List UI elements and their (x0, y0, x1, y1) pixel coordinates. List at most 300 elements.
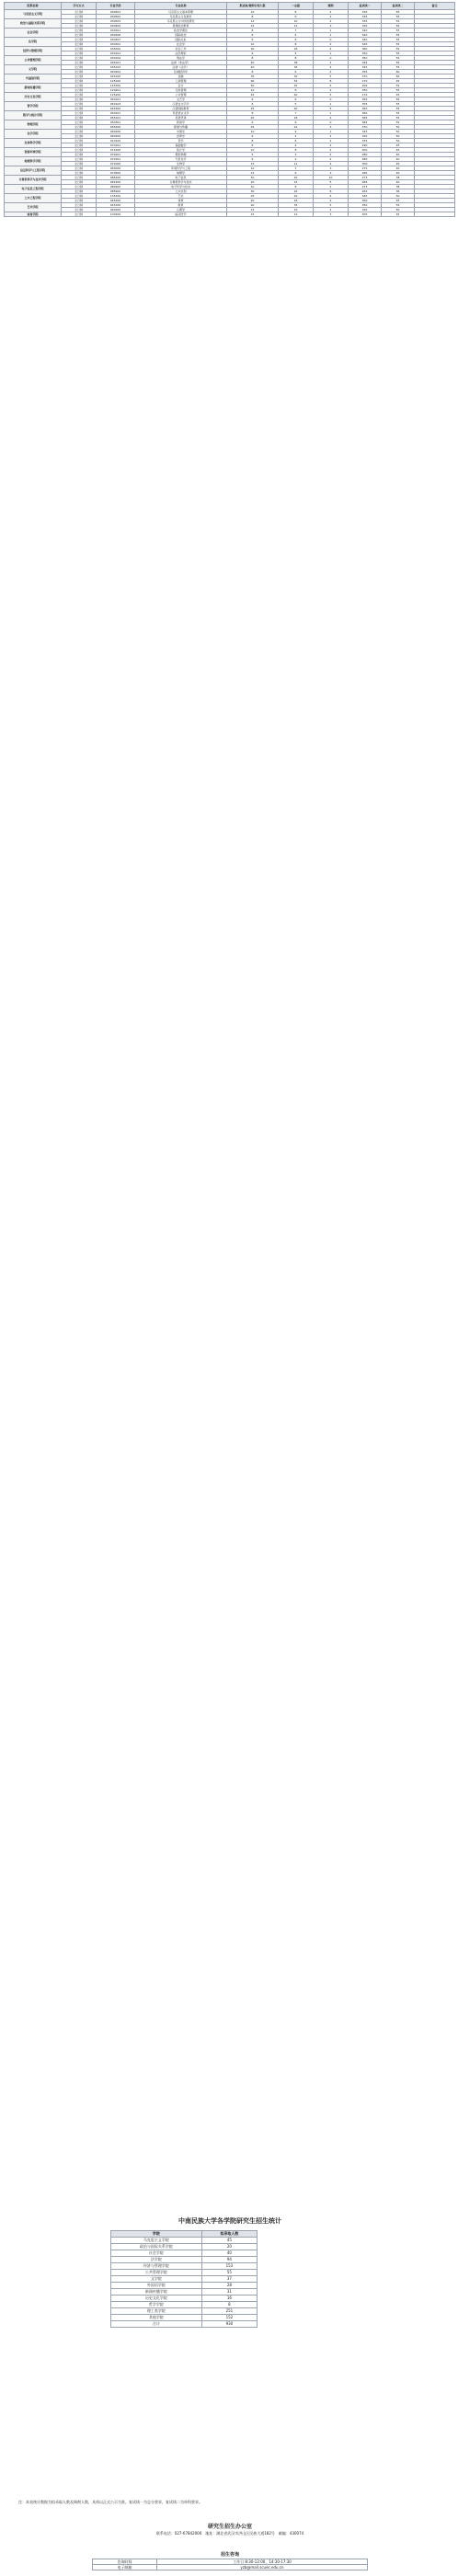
table-cell: 理论物理 (135, 153, 227, 157)
table-cell: 38 (279, 61, 314, 65)
table-cell: 心理学 (135, 208, 227, 212)
dept-cell: 体育学院 (5, 212, 62, 217)
summary-cell: 55 (201, 2270, 257, 2276)
header-adjust: 调剂 (314, 3, 349, 10)
table-cell: 273 (349, 185, 382, 189)
table-cell: 土木水利 (135, 189, 227, 194)
table-cell: 刑法学 (135, 56, 227, 61)
table-cell: 全日制 (62, 185, 97, 189)
table-cell: 15 (227, 24, 279, 29)
header-plan: 拟录取/调剂计划人数 (227, 3, 279, 10)
table-cell: 6 (279, 38, 314, 42)
summary-cell: 31 (201, 2289, 257, 2296)
table-cell: 335 (349, 10, 382, 15)
summary-cell: 政治与国际关系学院 (111, 2244, 202, 2250)
summary-row (111, 2250, 258, 2257)
table-cell: 马克思主义发展史 (135, 15, 227, 19)
table-cell: 6 (227, 102, 279, 107)
table-cell: 50 (382, 139, 415, 143)
table-cell: 18 (279, 199, 314, 203)
table-cell: 20 (279, 107, 314, 111)
table-cell: 60 (382, 74, 415, 79)
table-cell: 社会学 (135, 42, 227, 47)
table-cell: 2 (314, 143, 349, 148)
table-cell: 50 (382, 194, 415, 199)
table-cell: 英语语言文学 (135, 111, 227, 116)
table-cell: 350 (349, 56, 382, 61)
table-cell: 全日制 (62, 74, 97, 79)
table-cell: 法学理论 (135, 52, 227, 56)
table-cell: 50 (227, 176, 279, 180)
table-cell: 085400 (97, 176, 135, 180)
table-cell: 8 (314, 79, 349, 84)
table-cell: 6 (227, 134, 279, 139)
table-cell: 9 (279, 171, 314, 176)
table-cell: 40 (382, 157, 415, 162)
table-cell: 55 (382, 203, 415, 208)
table-cell: 25 (227, 107, 279, 111)
table-cell: 全日制 (62, 199, 97, 203)
table-cell: 25 (227, 125, 279, 130)
table-cell: 55 (382, 47, 415, 52)
table-cell: 1 (314, 52, 349, 56)
table-cell: 38 (382, 185, 415, 189)
table-cell: 2 (314, 208, 349, 212)
dept-cell: 物理学院 (5, 120, 62, 130)
footer-table (92, 2559, 368, 2570)
summary-cell: 合计 (111, 2321, 202, 2328)
table-cell: 325 (349, 130, 382, 134)
table-cell: 350 (349, 52, 382, 56)
table-cell: 170 (349, 79, 382, 84)
table-cell: 2 (314, 148, 349, 153)
table-cell: 2 (314, 134, 349, 139)
table-cell: 45 (382, 199, 415, 203)
table-cell: 26 (279, 47, 314, 52)
table-cell: 政治学理论 (135, 29, 227, 33)
table-cell: 1 (314, 33, 349, 38)
table-cell: 4 (314, 162, 349, 166)
table-cell: 55 (382, 19, 415, 24)
table-cell: 5 (314, 203, 349, 208)
table-cell: 55 (382, 10, 415, 15)
table-cell: 120401 (97, 88, 135, 93)
table-cell: 8 (279, 88, 314, 93)
table-cell: 0 (314, 56, 349, 61)
table-cell: 全日制 (62, 176, 97, 180)
table-cell: 40 (227, 61, 279, 65)
dept-cell: 化学学院 (5, 130, 62, 139)
table-cell: 电子科学与技术 (135, 185, 227, 189)
table-cell: 45 (382, 162, 415, 166)
table-cell: 临床医学 (135, 212, 227, 217)
table-cell: 2 (314, 70, 349, 74)
table-cell: 全日制 (62, 47, 97, 52)
contact-text: 联系电话：027-67842000 地址：湖北省武汉市洪山区民族大道182号 邮编：430074 (155, 2531, 304, 2536)
summary-row (111, 2321, 258, 2328)
table-cell: 070500 (97, 171, 135, 176)
table-cell: 080900 (97, 185, 135, 189)
summary-cell: 45 (201, 2238, 257, 2244)
dept-cell: 信息科学与工程学院 (5, 166, 62, 176)
table-cell: 8 (227, 56, 279, 61)
table-cell: 会计 (135, 84, 227, 88)
table-cell: 6 (279, 15, 314, 19)
table-cell: 035200 (97, 47, 135, 52)
table-cell: 100200 (97, 212, 135, 217)
table-cell: 45 (382, 79, 415, 84)
table-cell: 4 (279, 143, 314, 148)
table-cell: 4 (314, 65, 349, 70)
summary-cell: 历史文化学院 (111, 2296, 202, 2302)
table-cell: 365 (349, 116, 382, 120)
table-cell: 5 (314, 74, 349, 79)
dept-cell: 土木工程学院 (5, 194, 62, 203)
summary-cell: 理工类学院 (111, 2308, 202, 2315)
summary-cell: 251 (201, 2308, 257, 2315)
table-cell: 52 (279, 79, 314, 84)
table-cell: 071000 (97, 162, 135, 166)
table-cell: 340 (349, 33, 382, 38)
table-cell: 25 (227, 194, 279, 199)
table-cell: 11 (279, 162, 314, 166)
summary-row (111, 2308, 258, 2315)
table-cell: 40 (382, 166, 415, 171)
table-cell: 2 (314, 153, 349, 157)
table-cell: 行政管理 (135, 88, 227, 93)
table-cell: 10 (227, 10, 279, 15)
table-cell: 350 (349, 203, 382, 208)
table-cell: 全日制 (62, 153, 97, 157)
table-cell: 全日制 (62, 15, 97, 19)
table-cell: 15 (279, 180, 314, 185)
table-cell: 035101 (97, 61, 135, 65)
summary-cell: 8 (201, 2302, 257, 2308)
summary-cell: 20 (201, 2244, 257, 2250)
summary-cell: 文学院 (111, 2276, 202, 2283)
table-cell: 8 (227, 70, 279, 74)
table-cell: 教育 (135, 203, 227, 208)
summary-table (110, 2230, 258, 2328)
table-cell: 125200 (97, 93, 135, 97)
table-cell: 50 (227, 84, 279, 88)
table-cell: 全日制 (62, 143, 97, 148)
table-cell: 6 (279, 70, 314, 74)
table-cell: 3 (314, 212, 349, 217)
table-cell: 083000 (97, 166, 135, 171)
table-cell: 2 (314, 199, 349, 203)
summary-header-college: 学院 (111, 2231, 202, 2238)
table-cell: 060200 (97, 130, 135, 134)
table-cell: 345 (349, 194, 382, 199)
table-cell: 35 (279, 203, 314, 208)
table-cell: 285 (349, 171, 382, 176)
table-cell: 国际关系 (135, 38, 227, 42)
table-cell: 全日制 (62, 10, 97, 15)
table-cell: 区域经济学 (135, 70, 227, 74)
table-cell: 5 (227, 153, 279, 157)
table-cell: 30 (279, 74, 314, 79)
table-cell: 生物学 (135, 162, 227, 166)
summary-header-count: 拟录取人数 (201, 2231, 257, 2238)
table-cell (415, 212, 455, 217)
table-cell: 45 (279, 84, 314, 88)
table-cell: 045200 (97, 199, 135, 203)
footer-body (93, 2559, 368, 2570)
table-row (5, 212, 455, 217)
table-cell: 50 (382, 130, 415, 134)
table-cell: 125300 (97, 84, 135, 88)
table-cell: 40 (382, 180, 415, 185)
table-cell: 全日制 (62, 148, 97, 153)
table-cell: 20 (227, 199, 279, 203)
table-cell: 55 (382, 120, 415, 125)
table-cell: 4 (279, 134, 314, 139)
table-cell: 355 (349, 70, 382, 74)
table-cell: 5 (314, 107, 349, 111)
table-cell: 10 (227, 130, 279, 134)
table-cell: 365 (349, 120, 382, 125)
table-cell: 40 (279, 93, 314, 97)
table-cell: 全日制 (62, 180, 97, 185)
table-cell: 12 (227, 19, 279, 24)
table-cell: 8 (314, 189, 349, 194)
dept-cell: 生命科学学院 (5, 139, 62, 148)
table-cell: 20 (279, 194, 314, 199)
table-cell: 20 (227, 116, 279, 120)
table-cell: 55 (382, 15, 415, 19)
table-cell: 350 (349, 107, 382, 111)
table-cell: 全日制 (62, 38, 97, 42)
header-note: 备注 (415, 3, 455, 10)
table-cell: 285 (349, 180, 382, 185)
table-cell: 全日制 (62, 189, 97, 194)
summary-row (111, 2296, 258, 2302)
table-cell: 3 (314, 166, 349, 171)
table-cell: 全日制 (62, 171, 97, 176)
table-cell: 2 (314, 42, 349, 47)
table-cell: 2 (314, 10, 349, 15)
table-cell: 5 (314, 84, 349, 88)
table-cell: 300 (349, 148, 382, 153)
table-cell: 全日制 (62, 139, 97, 143)
table-cell: 汉语国际教育 (135, 107, 227, 111)
summary-cell: 马克思主义学院 (111, 2238, 202, 2244)
table-cell: 艺术 (135, 194, 227, 199)
summary-cell: 930 (201, 2321, 257, 2328)
table-cell: 35 (227, 74, 279, 79)
header-major: 专业名称 (135, 3, 227, 10)
summary-cell: 经济与管理学院 (111, 2263, 202, 2270)
table-cell: 050201 (97, 111, 135, 116)
summary-row (111, 2244, 258, 2250)
table-cell: 5 (279, 33, 314, 38)
table-cell: 135100 (97, 194, 135, 199)
table-cell: 10 (227, 185, 279, 189)
table-cell: 035102 (97, 65, 135, 70)
table-cell: 050301 (97, 120, 135, 125)
table-cell: 030301 (97, 42, 135, 47)
table-cell: 263 (349, 189, 382, 194)
table-cell: 全日制 (62, 107, 97, 111)
table-cell: 1 (314, 29, 349, 33)
table-cell: 360 (349, 111, 382, 116)
table-cell: 22 (279, 189, 314, 194)
table-cell: 8 (227, 29, 279, 33)
table-cell: 全日制 (62, 208, 97, 212)
table-cell: 40 (279, 176, 314, 180)
dept-cell: 文学院 (5, 65, 62, 74)
table-cell: 55 (382, 42, 415, 47)
table-cell: 计算机科学与技术 (135, 180, 227, 185)
table-cell: 030104 (97, 56, 135, 61)
table-cell: 45 (382, 143, 415, 148)
header-line-one: 复试线一 (349, 3, 382, 10)
table-cell: 18 (279, 116, 314, 120)
table-cell: 全日制 (62, 56, 97, 61)
summary-cell: 152 (201, 2315, 257, 2321)
header-dept: 院系名称 (5, 3, 62, 10)
summary-cell: 其他学院 (111, 2315, 202, 2321)
summary-row (111, 2276, 258, 2283)
table-cell: 345 (349, 65, 382, 70)
dept-cell: 经济与管理学院 (5, 47, 62, 56)
table-cell: 070101 (97, 143, 135, 148)
table-cell: 0 (314, 120, 349, 125)
dept-cell: 法学院 (5, 38, 62, 47)
table-cell: 55 (382, 102, 415, 107)
table-cell: 8 (279, 56, 314, 61)
table-cell: 5 (314, 93, 349, 97)
table-cell: 40 (382, 171, 415, 176)
table-cell: 全日制 (62, 52, 97, 56)
table-cell: 55 (382, 116, 415, 120)
table-cell: 355 (349, 97, 382, 102)
table-cell: 法律（非法学） (135, 61, 227, 65)
table-cell: 40 (227, 203, 279, 208)
table-cell: 全日制 (62, 93, 97, 97)
footer-table-container (92, 2559, 368, 2570)
table-cell: 020202 (97, 70, 135, 74)
table-cell: 045100 (97, 203, 135, 208)
table-cell: 全日制 (62, 125, 97, 130)
table-cell: 206 (349, 84, 382, 88)
table-cell: 8 (227, 15, 279, 19)
table-cell: 6 (279, 139, 314, 143)
table-cell: 2 (314, 88, 349, 93)
table-cell: 6 (279, 120, 314, 125)
table-cell: 4 (279, 157, 314, 162)
table-cell: 7 (279, 111, 314, 116)
table-cell: 英语笔译 (135, 116, 227, 120)
summary-cell: 16 (201, 2296, 257, 2302)
table-cell: 思想政治教育 (135, 24, 227, 29)
dept-cell: 外国语学院 (5, 74, 62, 84)
table-cell: 22 (279, 125, 314, 130)
table-cell: 全日制 (62, 166, 97, 171)
summary-cell: 法学院 (111, 2257, 202, 2263)
table-cell: 中国史 (135, 130, 227, 134)
table-cell: 55 (382, 56, 415, 61)
table-cell: 全日制 (62, 157, 97, 162)
table-cell: 0 (314, 38, 349, 42)
table-cell: 15 (227, 162, 279, 166)
table-cell: 基础数学 (135, 143, 227, 148)
table-cell: 30 (227, 47, 279, 52)
table-cell: 统计学 (135, 148, 227, 153)
table-cell: 38 (382, 176, 415, 180)
dept-cell: 新闻传播学院 (5, 84, 62, 93)
table-cell: 哲学 (135, 139, 227, 143)
summary-row (111, 2238, 258, 2244)
summary-row (111, 2263, 258, 2270)
table-cell: 全日制 (62, 79, 97, 84)
table-cell: 290 (349, 143, 382, 148)
table-cell: 全日制 (62, 162, 97, 166)
table-cell: 6 (227, 157, 279, 162)
footer-cell: 工作日 8:30-12:00，14:30-17:30 (156, 2559, 367, 2565)
table-cell: 170 (349, 93, 382, 97)
table-cell: 全日制 (62, 70, 97, 74)
table-cell: 070201 (97, 153, 135, 157)
table-cell: 8 (279, 42, 314, 47)
table-cell: 10 (227, 42, 279, 47)
summary-title: 中南民族大学各学院研究生招生统计 (178, 2217, 281, 2225)
table-cell: 55 (382, 97, 415, 102)
table-cell: 9 (279, 130, 314, 134)
dept-cell: 计算机科学与技术学院 (5, 176, 62, 185)
summary-row (111, 2289, 258, 2296)
table-cell: 273 (349, 176, 382, 180)
table-cell: 10 (314, 176, 349, 180)
summary-row (111, 2302, 258, 2308)
table-cell: 280 (349, 157, 382, 162)
table-cell: 8 (227, 139, 279, 143)
table-cell: 345 (349, 61, 382, 65)
table-cell: 370 (349, 74, 382, 79)
table-cell: 公共管理 (135, 93, 227, 97)
table-cell: 355 (349, 102, 382, 107)
footnote: 注：本表统计数据为拟录取人数及调剂人数，具体以正式公示为准。复试线一为总分要求，复试线二为单科要求。 (18, 2500, 202, 2504)
table-cell: 45 (382, 212, 415, 217)
table-cell: 全日制 (62, 33, 97, 38)
table-cell: 300 (349, 199, 382, 203)
summary-row (111, 2315, 258, 2321)
table-cell: 3 (279, 153, 314, 157)
table-cell: 马克思主义基本原理 (135, 10, 227, 15)
summary-cell: 40 (201, 2250, 257, 2257)
table-cell: 无机化学 (135, 157, 227, 162)
table-cell: 55 (382, 52, 415, 56)
table-cell: 325 (349, 134, 382, 139)
table-cell: 2 (314, 139, 349, 143)
table-cell: 全日制 (62, 212, 97, 217)
table-cell: 55 (382, 65, 415, 70)
table-cell: 全日制 (62, 130, 97, 134)
summary-row (111, 2283, 258, 2289)
table-cell: 340 (349, 38, 382, 42)
table-cell: 030206 (97, 33, 135, 38)
table-cell: 045300 (97, 107, 135, 111)
table-cell: 国际政治 (135, 33, 227, 38)
table-cell: 全日制 (62, 203, 97, 208)
table-cell: 8 (279, 10, 314, 15)
table-cell: 300 (349, 162, 382, 166)
table-cell: 6 (227, 38, 279, 42)
footer-row (93, 2565, 368, 2570)
table-cell: 体育 (135, 199, 227, 203)
summary-header-row (111, 2231, 258, 2238)
